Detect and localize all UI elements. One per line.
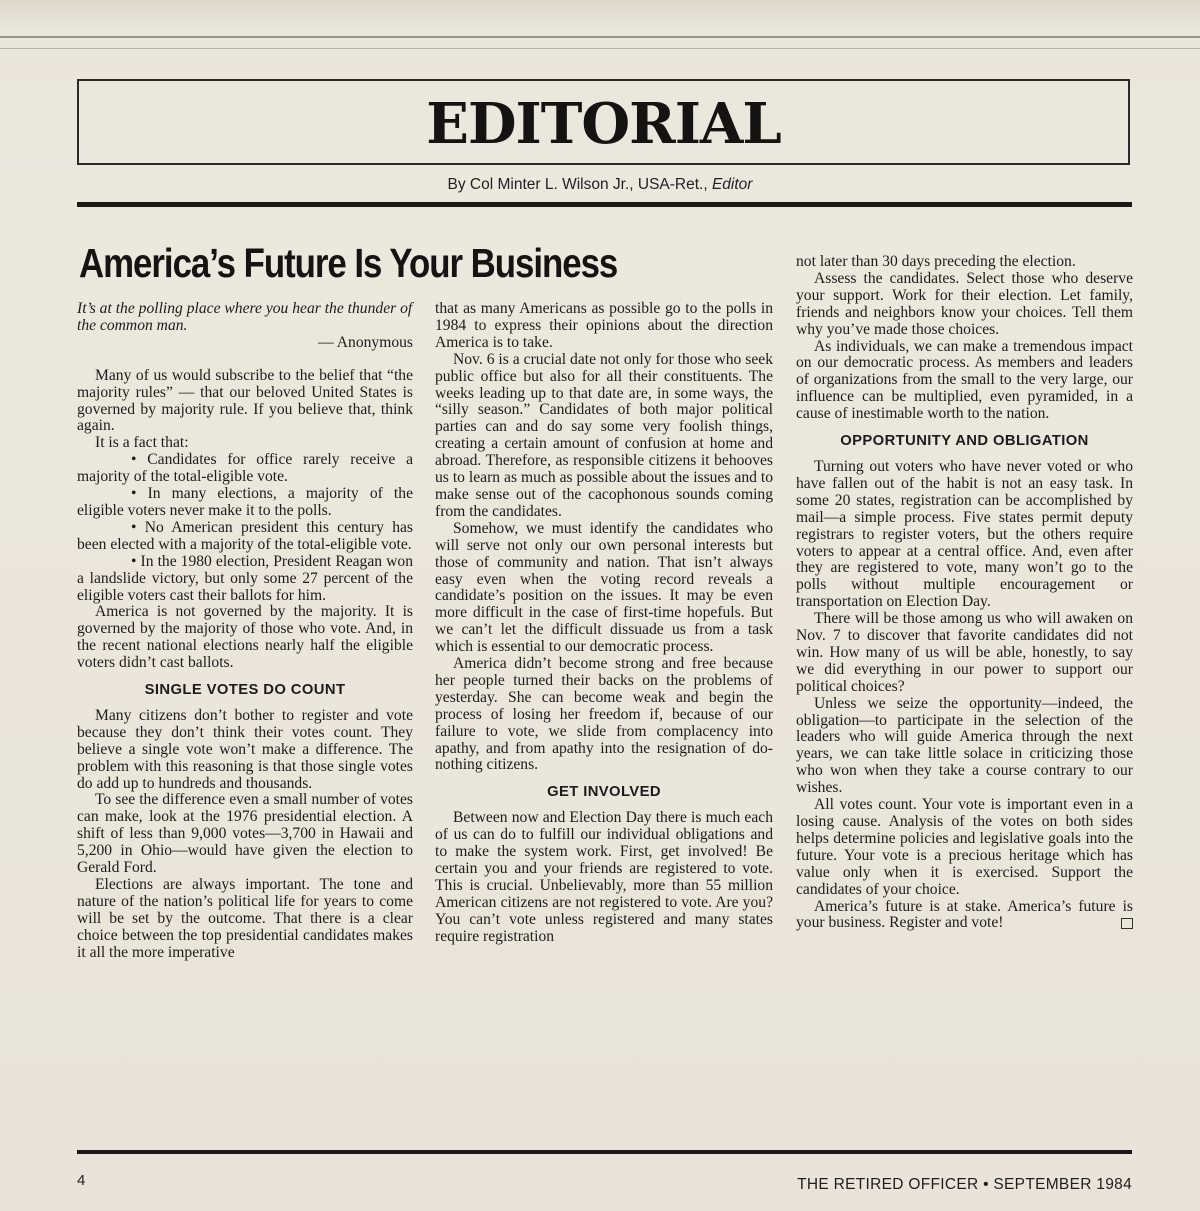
epigraph-text: It’s at the polling place where you hear the thunder of the common man.: [77, 300, 413, 334]
paragraph: America didn’t become strong and free because her people turned their backs on the problems of yesterday. She can become weak and begin the process of losing her freedom if, because of our failure to vote, we slide from complacency into apathy, and from apathy into the resignation of do-nothing citizens.: [435, 655, 773, 774]
publication-footer: THE RETIRED OFFICER • SEPTEMBER 1984: [797, 1176, 1132, 1193]
paragraph: It is a fact that:: [95, 434, 189, 452]
paragraph: Many of us would subscribe to the belief that “the majority rules” — that our beloved United States is governed by majority rule. If you believe that, think again.: [77, 366, 413, 435]
paragraph: There will be those among us who will awaken on Nov. 7 to discover that favorite candidates did not win. How many of us will be able, honestly, to say we did everything in our power to support our political choices?: [796, 610, 1133, 695]
byline-role: Editor: [711, 176, 753, 193]
bullet-item: • Candidates for office rarely receive a majority of the total-eligible vote.: [77, 451, 413, 486]
paragraph: that as many Americans as possible go to the polls in 1984 to express their opinions about the direction America is to take.: [435, 300, 773, 351]
paragraph: America is not governed by the majority. It is governed by the majority of those who vote. And, in the recent national elections nearly half the eligible voters didn’t cast ballots.: [77, 603, 413, 672]
column-3: [796, 254, 1133, 932]
paragraph: Assess the candidates. Select those who deserve your support. Work for their election. Let family, friends and neighbors know your choices. Tell them why you’ve made those choices.: [796, 269, 1133, 338]
paragraph: As individuals, we can make a tremendous impact on our democratic process. As members and leaders of organizations from the small to the very large, our influence can be multiplied, even pyramided, in a cause of inestimable worth to the nation.: [796, 337, 1133, 423]
paragraph: Many citizens don’t bother to register and vote because they don’t think their votes count. They believe a single vote won’t make a difference. The problem with this reasoning is that those single votes do add up to hundreds and thousands.: [77, 706, 413, 792]
paragraph: To see the difference even a small number of votes can make, look at the 1976 presidential election. A shift of less than 9,000 votes—3,700 in Hawaii and 5,200 in Ohio—would have given the election to Gerald Ford.: [77, 791, 413, 877]
top-page-edge-rule-secondary: [0, 48, 1200, 49]
header-divider: [77, 202, 1132, 207]
top-page-edge-rule: [0, 36, 1200, 38]
bullet-item: • No American president this century has been elected with a majority of the total-eligible vote.: [77, 518, 413, 553]
byline-author: By Col Minter L. Wilson Jr., USA-Ret.,: [447, 176, 712, 193]
paragraph: Turning out voters who have never voted or who have fallen out of the habit is not an easy task. In some 20 states, registration can be accomplished by mail—a simple process. Five states permit deputy registrars to register voters, but the others require voters to appear at a central office. And, even after they are registered to vote, many won’t go to the polls without multiple encouragement or transportation on Election Day.: [796, 457, 1133, 611]
closing-text: America’s future is at stake. America’s future is your business. Register and vote!: [796, 897, 1133, 932]
column-2: [435, 301, 773, 946]
paragraph: Unless we seize the opportunity—indeed, the obligation—to participate in the selection of the leaders who will guide America through the next years, we can take little solace in criticizing those who won when they take a course contrary to our wishes.: [796, 694, 1133, 797]
bullet-item: • In the 1980 election, President Reagan won a landslide victory, but only some 27 percent of the eligible voters cast their ballots for him.: [77, 552, 413, 604]
footer-divider: [77, 1150, 1132, 1154]
page-number: 4: [77, 1172, 86, 1189]
bullet-item: • In many elections, a majority of the eligible voters never make it to the polls.: [77, 485, 413, 519]
paragraph: All votes count. Your vote is important even in a losing cause. Analysis of the votes on both sides helps determine policies and legislative goals into the future. Your vote is a precious heritage which has value only when it is exercised. Support the candidates of your choice.: [796, 796, 1133, 898]
article-headline: America’s Future Is Your Business: [79, 240, 618, 286]
paragraph: not later than 30 days preceding the election.: [796, 253, 1076, 270]
subheading: OPPORTUNITY AND OBLIGATION: [840, 433, 1089, 450]
end-mark-icon: [1121, 918, 1133, 929]
masthead-box: [77, 79, 1130, 165]
paragraph: Somehow, we must identify the candidates who will serve not only our own personal interests but those of community and nation. That isn’t always easy even when the voting record reveals a candidate’s position on the issues. It may be even more difficult in the case of first-time hopefuls. But we can’t let the difficult dissuade us from a task which is essential to our democratic process.: [435, 519, 773, 656]
masthead-title: EDITORIAL: [426, 91, 781, 157]
byline: [0, 176, 1200, 194]
paragraph: Nov. 6 is a crucial date not only for those who seek public office but also for all their constituents. The weeks leading up to that date are, in some ways, the “silly season.” Candidates of both major political parties can and do say some very foolish things, creating a certain amount of confusion at home and abroad. Therefore, as responsible citizens it behooves us to learn as much as possible about the issues and to make sense out of the cacophonous sounds coming from the candidates.: [435, 350, 773, 520]
closing-paragraph: [796, 899, 1133, 933]
column-1: [77, 301, 413, 962]
subheading: SINGLE VOTES DO COUNT: [144, 682, 346, 699]
paragraph: Between now and Election Day there is much each of us can do to fulfill our individual obligations and to make the system work. First, get involved! Be certain you and your friends are registered to vote. This is crucial. Unbelievably, more than 55 million American citizens are not registered to vote. Are you? You can’t vote unless registered and many states require registration: [435, 809, 773, 945]
epigraph-attribution: — Anonymous: [318, 333, 413, 351]
subheading: GET INVOLVED: [547, 784, 661, 801]
paragraph: Elections are always important. The tone and nature of the nation’s political life for years to come will be set by the outcome. That there is a clear choice between the top presidential candidates makes it all the more imperative: [77, 876, 413, 961]
